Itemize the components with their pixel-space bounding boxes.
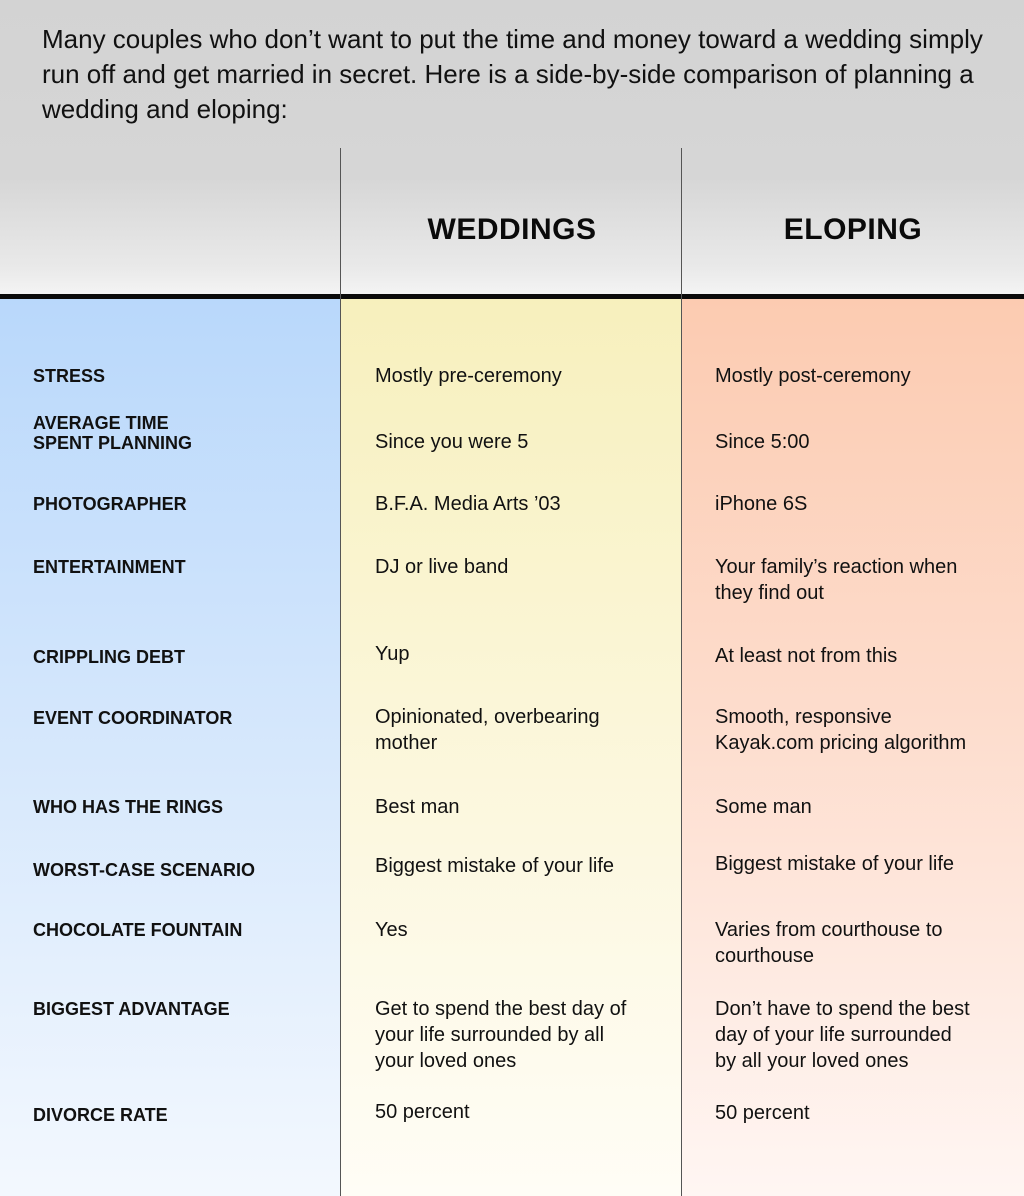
row-label-rings: WHO HAS THE RINGS (33, 797, 224, 817)
eloping-cell-worst-case: Biggest mistake of your life (715, 853, 954, 875)
weddings-cell-worst-case: Biggest mistake of your life (375, 855, 614, 877)
column-header-weddings: WEDDINGS (427, 213, 597, 246)
eloping-cell-entertainment: Your family’s reaction when they find out (715, 556, 958, 604)
header-area (0, 0, 1024, 296)
column-divider-2 (681, 148, 682, 1196)
row-label-crippling-debt: CRIPPLING DEBT (33, 647, 186, 667)
eloping-cell-stress: Mostly post-ceremony (715, 365, 911, 387)
row-label-time-planning: AVERAGE TIME SPENT PLANNING (33, 413, 193, 453)
weddings-cell-time-planning: Since you were 5 (375, 431, 529, 453)
intro-text: Many couples who don’t want to put the time and money toward a wedding simply run off and get married in secret. Here is a side-by-side comparison of planning a wedding and eloping: (42, 24, 983, 124)
eloping-cell-chocolate-fountain: Varies from courthouse to courthouse (715, 919, 943, 967)
eloping-cell-event-coordinator: Smooth, responsive Kayak.com pricing algorithm (715, 706, 967, 754)
weddings-cell-crippling-debt: Yup (375, 643, 410, 665)
weddings-cell-chocolate-fountain: Yes (375, 919, 408, 941)
weddings-cell-entertainment: DJ or live band (375, 556, 509, 578)
row-label-worst-case: WORST-CASE SCENARIO (33, 860, 256, 880)
row-label-stress: STRESS (33, 366, 106, 386)
row-label-chocolate-fountain: CHOCOLATE FOUNTAIN (33, 920, 243, 940)
row-label-event-coordinator: EVENT COORDINATOR (33, 708, 233, 728)
weddings-cell-divorce-rate: 50 percent (375, 1101, 470, 1123)
row-label-entertainment: ENTERTAINMENT (33, 557, 186, 577)
column-divider-1 (340, 148, 341, 1196)
eloping-cell-biggest-advantage: Don’t have to spend the best day of your life surrounded by all your loved ones (715, 998, 970, 1072)
weddings-cell-biggest-advantage: Get to spend the best day of your life surrounded by all your loved ones (375, 998, 627, 1072)
column-header-eloping: ELOPING (783, 213, 923, 246)
weddings-cell-event-coordinator: Opinionated, overbearing mother (375, 706, 600, 754)
eloping-cell-photographer: iPhone 6S (715, 493, 808, 515)
eloping-cell-crippling-debt: At least not from this (715, 645, 898, 667)
weddings-cell-stress: Mostly pre-ceremony (375, 365, 562, 387)
weddings-cell-rings: Best man (375, 796, 460, 818)
weddings-cell-photographer: B.F.A. Media Arts ’03 (375, 493, 561, 515)
eloping-cell-rings: Some man (715, 796, 812, 818)
row-label-biggest-advantage: BIGGEST ADVANTAGE (33, 999, 230, 1019)
eloping-cell-time-planning: Since 5:00 (715, 431, 810, 453)
row-label-photographer: PHOTOGRAPHER (33, 494, 187, 514)
eloping-cell-divorce-rate: 50 percent (715, 1102, 810, 1124)
row-label-divorce-rate: DIVORCE RATE (33, 1105, 168, 1125)
